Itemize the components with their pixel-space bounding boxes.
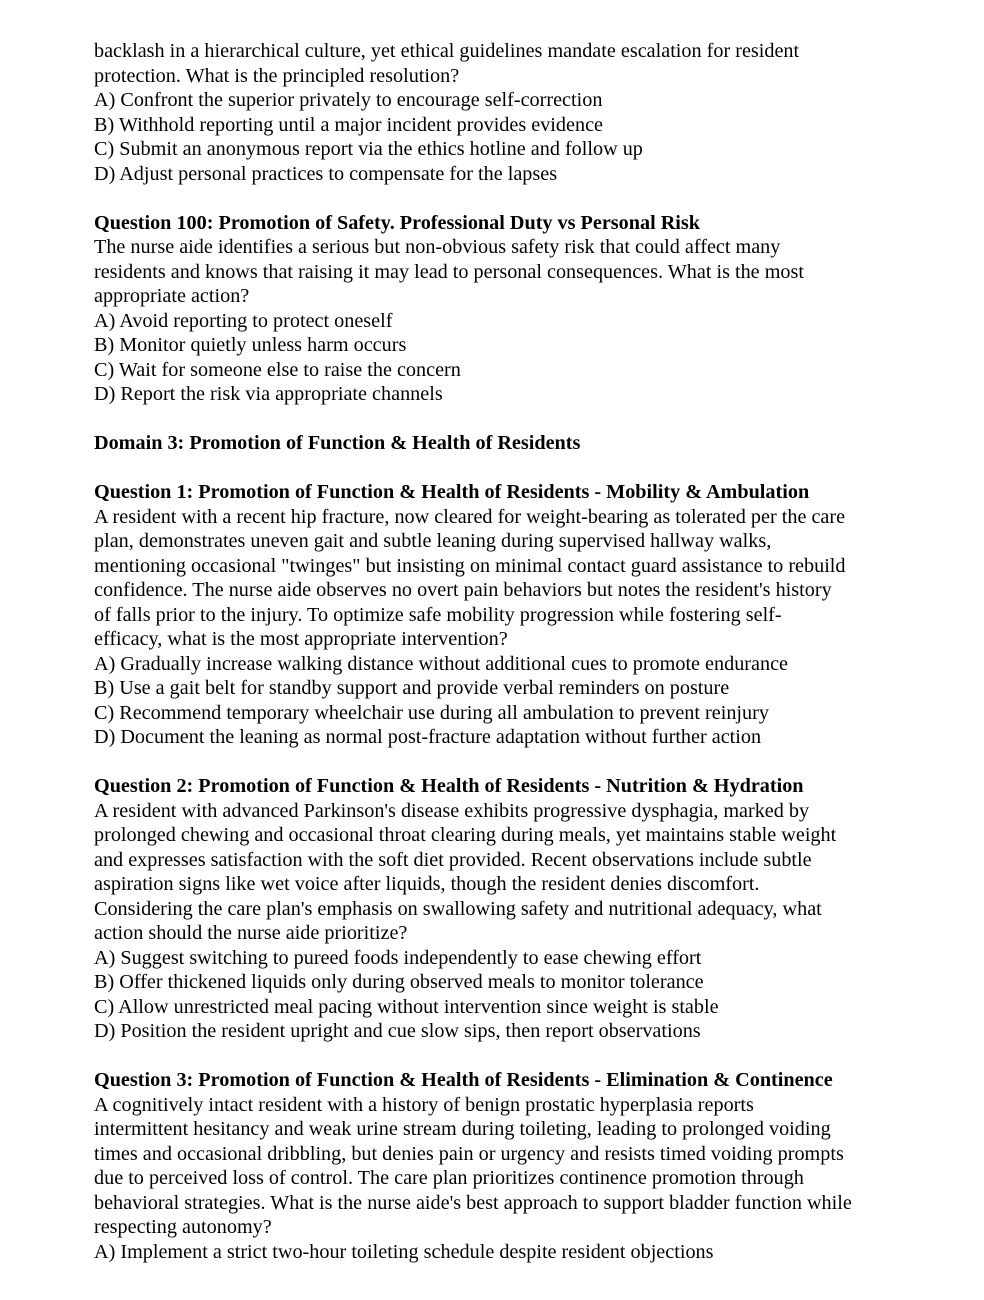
question-2 [94,774,914,1044]
question-text-line: protection. What is the principled resolution? [94,64,460,87]
question-text-line: The nurse aide identifies a serious but non-obvious safety risk that could affect many [94,236,781,258]
answer-option-c: C) Recommend temporary wheelchair use during all ambulation to prevent reinjury [94,701,769,724]
question-text-line: efficacy, what is the most appropriate intervention? [94,628,508,650]
question-text-line: behavioral strategies. What is the nurse aide's best approach to support bladder function while [94,1191,852,1214]
question-text-line: plan, demonstrates uneven gait and subtle leaning during supervised hallway walks, [94,530,772,552]
spacer [94,456,914,481]
question-text-line: intermittent hesitancy and weak urine stream during toileting, leading to prolonged voiding [94,1118,831,1140]
question-text-line: action should the nurse aide prioritize? [94,922,408,944]
question-text-line: appropriate action? [94,285,250,307]
spacer [94,186,914,211]
question-text-line: times and occasional dribbling, but denies pain or urgency and resists timed voiding prompts [94,1142,844,1165]
question-text-line: due to perceived loss of control. The care plan prioritizes continence promotion through [94,1167,804,1189]
question-text-line: respecting autonomy? [94,1216,272,1238]
question-1 [94,480,914,750]
answer-option-b: B) Monitor quietly unless harm occurs [94,334,407,356]
question-title: Question 1: Promotion of Function & Health of Residents - Mobility & Ambulation [94,481,810,503]
question-title: Question 100: Promotion of Safety. Professional Duty vs Personal Risk [94,211,700,234]
answer-option-d: D) Report the risk via appropriate channels [94,383,443,405]
answer-option-a: A) Suggest switching to pureed foods independently to ease chewing effort [94,946,702,969]
spacer [94,750,914,775]
question-text-line: backlash in a hierarchical culture, yet ethical guidelines mandate escalation for resident [94,40,800,62]
question-text-line: Considering the care plan's emphasis on swallowing safety and nutritional adequacy, what [94,897,822,920]
question-100 [94,211,914,407]
answer-option-d: D) Position the resident upright and cue slow sips, then report observations [94,1020,701,1042]
spacer [94,1044,914,1069]
document-page [94,39,914,1264]
question-3 [94,1068,914,1264]
answer-option-a: A) Avoid reporting to protect oneself [94,309,393,332]
answer-option-b: B) Use a gait belt for standby support and provide verbal reminders on posture [94,677,730,699]
question-text-line: aspiration signs like wet voice after liquids, though the resident denies discomfort. [94,873,760,895]
answer-option-a: A) Implement a strict two-hour toileting schedule despite resident objections [94,1240,714,1263]
answer-option-c: C) Submit an anonymous report via the ethics hotline and follow up [94,138,643,160]
answer-option-d: D) Document the leaning as normal post-fracture adaptation without further action [94,726,762,748]
answer-option-c: C) Allow unrestricted meal pacing without intervention since weight is stable [94,995,719,1018]
question-text-line: A cognitively intact resident with a history of benign prostatic hyperplasia reports [94,1093,754,1116]
question-text-line: of falls prior to the injury. To optimize safe mobility progression while fostering self- [94,603,782,626]
question-title: Question 3: Promotion of Function & Health of Residents - Elimination & Continence [94,1069,833,1091]
question-99-continuation [94,39,914,186]
question-text-line: and expresses satisfaction with the soft diet provided. Recent observations include subtle [94,848,812,871]
question-text-line: residents and knows that raising it may lead to personal consequences. What is the most [94,260,804,283]
answer-option-a: A) Gradually increase walking distance without additional cues to promote endurance [94,652,788,675]
spacer [94,407,914,432]
question-title: Question 2: Promotion of Function & Health of Residents - Nutrition & Hydration [94,775,804,797]
answer-option-c: C) Wait for someone else to raise the concern [94,358,461,381]
answer-option-d: D) Adjust personal practices to compensate for the lapses [94,162,558,185]
question-text-line: mentioning occasional "twinges" but insisting on minimal contact guard assistance to rebuild [94,554,846,577]
answer-option-b: B) Offer thickened liquids only during observed meals to monitor tolerance [94,971,704,993]
question-text-line: prolonged chewing and occasional throat clearing during meals, yet maintains stable weight [94,824,837,846]
domain-heading: Domain 3: Promotion of Function & Health of Residents [94,432,581,454]
question-text-line: A resident with a recent hip fracture, now cleared for weight-bearing as tolerated per the care [94,505,846,528]
answer-option-a: A) Confront the superior privately to encourage self-correction [94,89,603,111]
question-text-line: confidence. The nurse aide observes no overt pain behaviors but notes the resident's history [94,579,832,601]
question-text-line: A resident with advanced Parkinson's disease exhibits progressive dysphagia, marked by [94,799,810,822]
answer-option-b: B) Withhold reporting until a major incident provides evidence [94,113,603,136]
